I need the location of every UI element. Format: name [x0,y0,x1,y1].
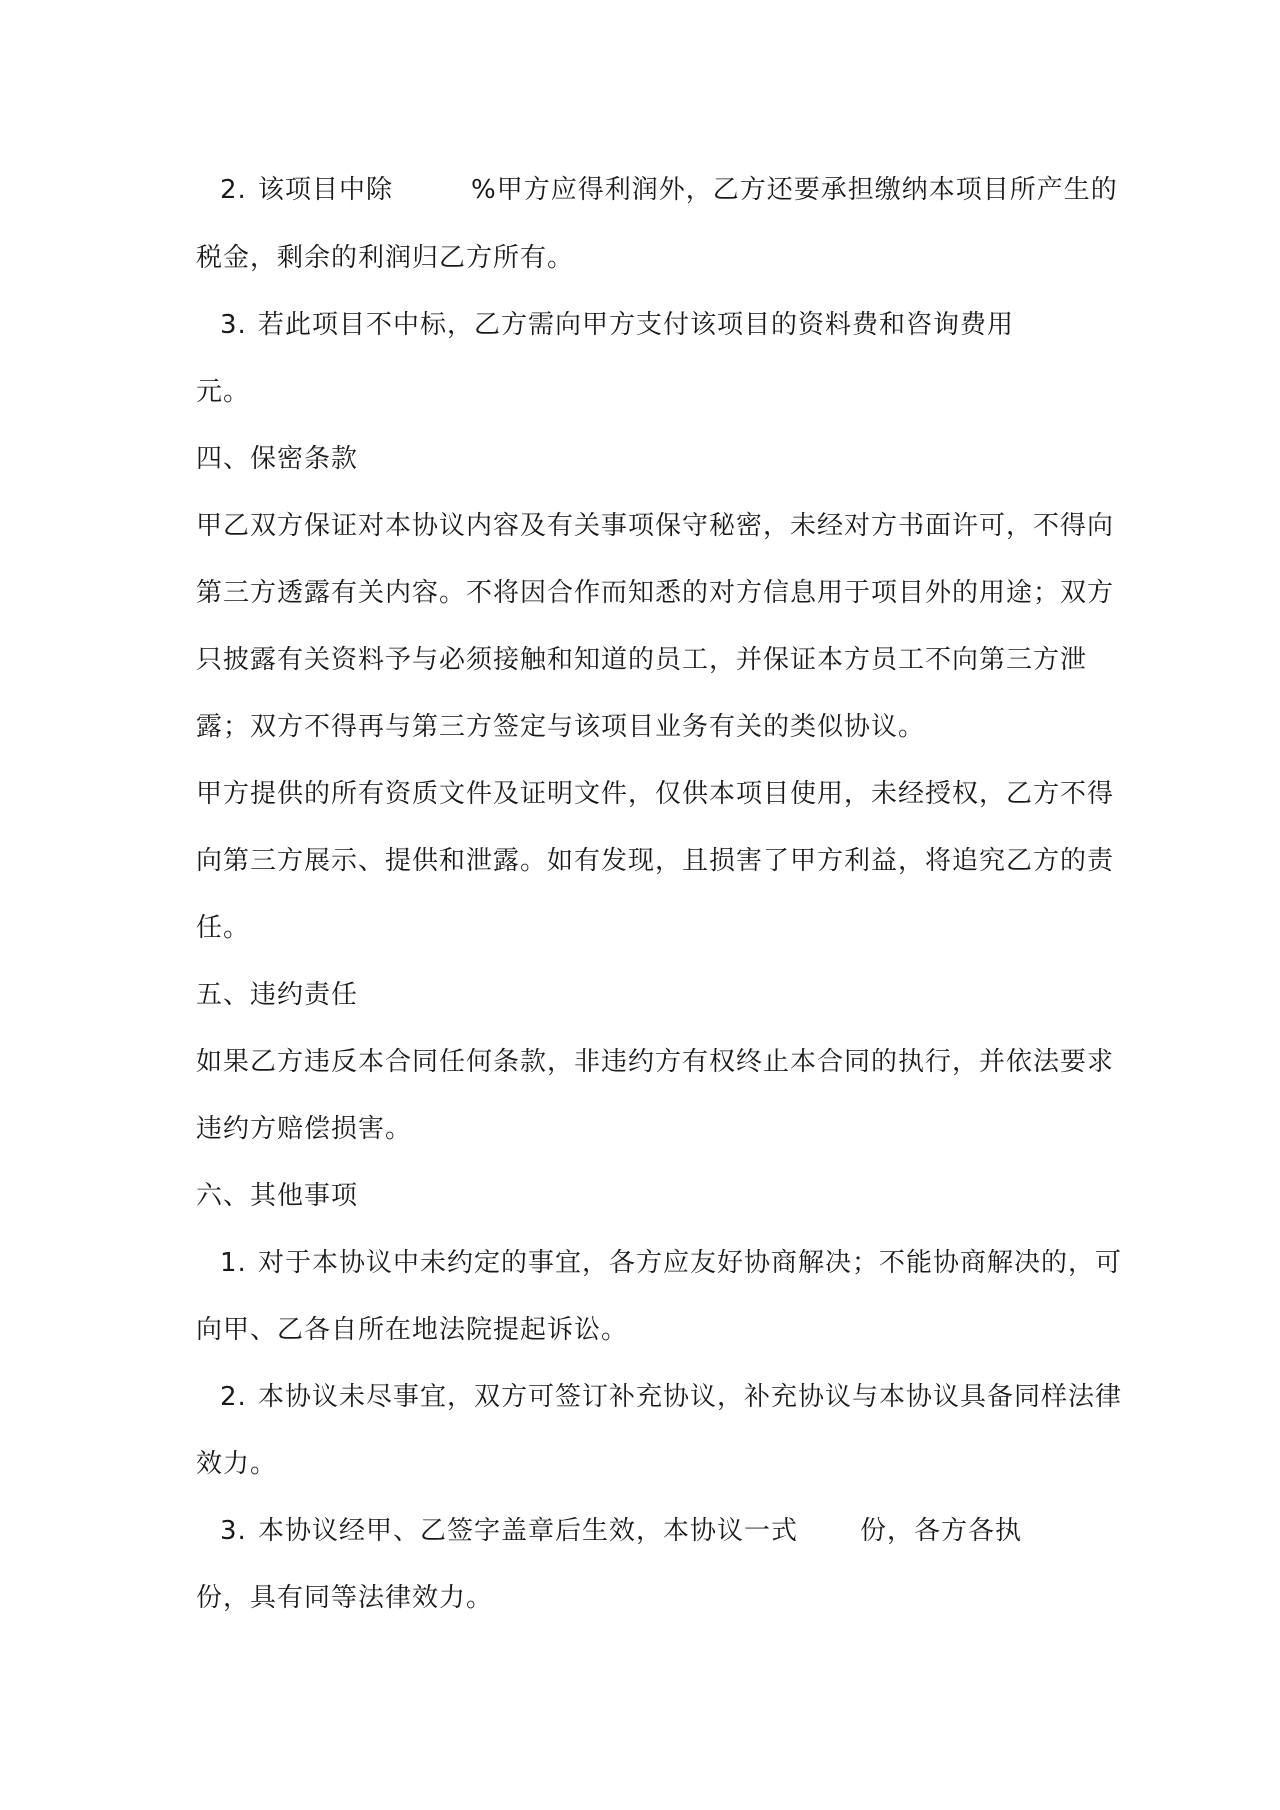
item-number: 2. [220,175,247,205]
section-4-para-1-line: 露；双方不得再与第三方签定与该项目业务有关的类似协议。 [196,712,926,742]
item-text: 该项目中除 [258,175,394,205]
item-number: 3. [220,1516,247,1546]
section-5-heading: 五、违约责任 [196,980,359,1010]
item-text: 本协议经甲、乙签字盖章后生效，本协议一式 [258,1516,799,1546]
section-6-item-3-line-2: 份，具有同等法律效力。 [196,1583,494,1613]
item-text: 对于本协议中未约定的事宜，各方应友好协商解决；不能协商解决的，可 [258,1248,1123,1278]
item-text: 份，各方各执 [860,1516,1023,1546]
item-2-line-1 [220,172,1120,208]
item-text: 若此项目不中标，乙方需向甲方支付该项目的资料费和咨询费用 [258,310,1015,340]
section-4-para-1-line: 第三方透露有关内容。不将因合作而知悉的对方信息用于项目外的用途；双方 [196,578,1115,608]
item-text: %甲方应得利润外，乙方还要承担缴纳本项目所产生的 [471,175,1118,205]
item-number: 3. [220,310,247,340]
section-6-item-1-line-1 [220,1245,1123,1281]
section-6-item-2-line-2: 效力。 [196,1449,278,1479]
section-4-para-2-line: 向第三方展示、提供和泄露。如有发现，且损害了甲方利益，将追究乙方的责 [196,846,1115,876]
section-4-heading: 四、保密条款 [196,444,359,474]
section-4-para-2-line: 甲方提供的所有资质文件及证明文件，仅供本项目使用，未经授权，乙方不得 [196,779,1115,809]
section-6-item-1-line-2: 向甲、乙各自所在地法院提起诉讼。 [196,1315,629,1345]
section-4-para-1-line: 只披露有关资料予与必须接触和知道的员工，并保证本方员工不向第三方泄 [196,645,1088,675]
item-3-line-2: 元。 [196,377,251,407]
section-4-para-1-line: 甲乙双方保证对本协议内容及有关事项保守秘密，未经对方书面许可，不得向 [196,511,1115,541]
section-6-heading: 六、其他事项 [196,1181,359,1211]
item-number: 2. [220,1382,247,1412]
section-5-para-line: 如果乙方违反本合同任何条款，非违约方有权终止本合同的执行，并依法要求 [196,1047,1115,1077]
item-2-line-2: 税金，剩余的利润归乙方所有。 [196,243,575,273]
section-6-item-3-line-1 [220,1513,1120,1549]
item-number: 1. [220,1248,247,1278]
item-text: 本协议未尽事宜，双方可签订补充协议，补充协议与本协议具备同样法律 [258,1382,1123,1412]
section-5-para-line: 违约方赔偿损害。 [196,1114,413,1144]
section-6-item-2-line-1 [220,1379,1123,1415]
section-4-para-2-line: 任。 [196,913,251,943]
item-3-line-1 [220,307,1120,343]
